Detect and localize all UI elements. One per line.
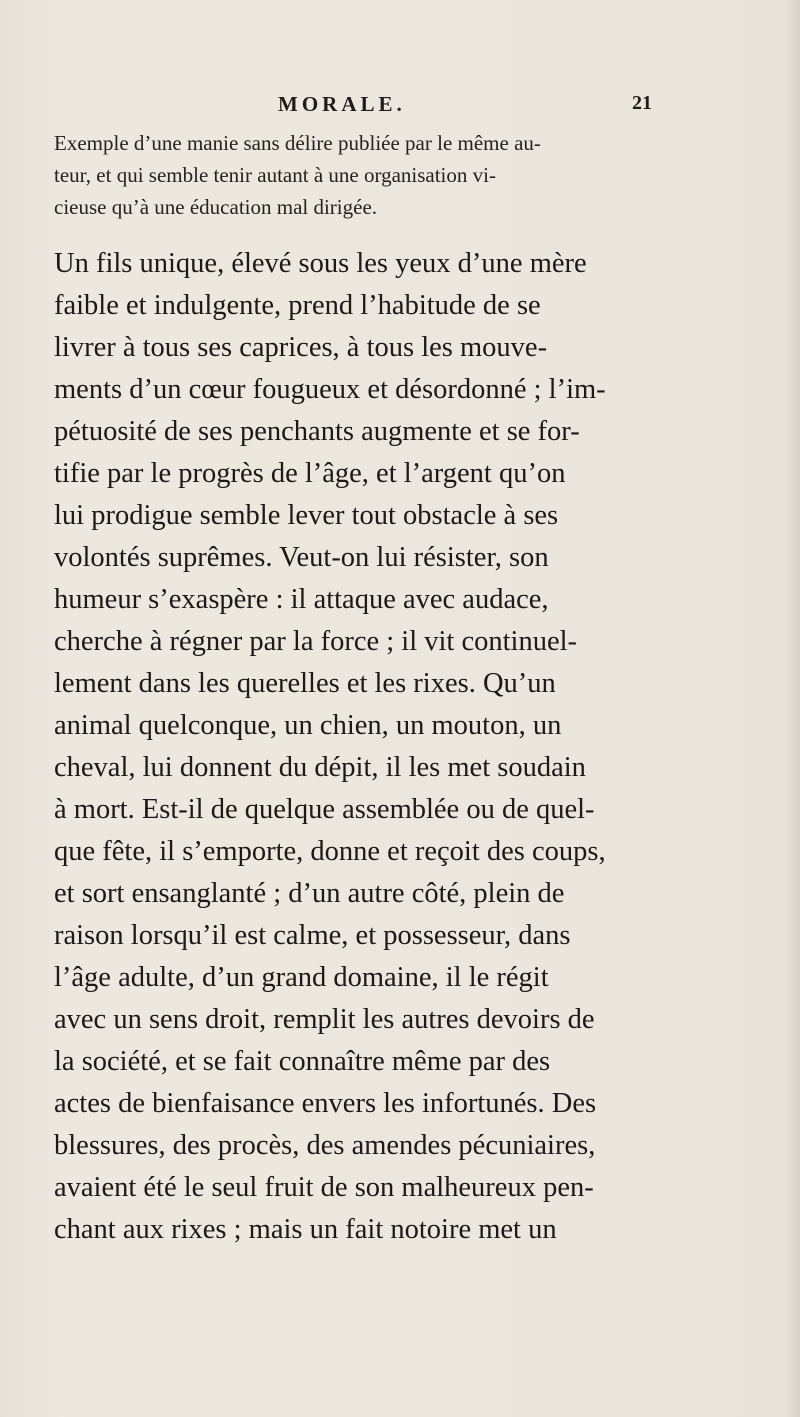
text-line: livrer à tous ses caprices, à tous les mouve- (54, 332, 548, 363)
text-line: avec un sens droit, remplit les autres devoirs de (54, 1004, 595, 1035)
page-edge-shadow (784, 0, 800, 1417)
text-line: humeur s’exaspère : il attaque avec audace, (54, 584, 549, 615)
summary-line: teur, et qui semble tenir autant à une organisation vi- (54, 163, 496, 187)
text-line: et sort ensanglanté ; d’un autre côté, plein de (54, 878, 565, 909)
page-number: 21 (632, 92, 652, 114)
text-line: faible et indulgente, prend l’habitude de se (54, 290, 541, 321)
text-line: tifie par le progrès de l’âge, et l’argent qu’on (54, 458, 566, 489)
summary-line: Exemple d’une manie sans délire publiée par le même au- (54, 131, 541, 155)
running-head (0, 92, 800, 118)
text-line: blessures, des procès, des amendes pécuniaires, (54, 1130, 596, 1161)
text-line: pétuosité de ses penchants augmente et se for- (54, 416, 580, 447)
text-line: lui prodigue semble lever tout obstacle à ses (54, 500, 559, 531)
text-line: à mort. Est-il de quelque assemblée ou de quel- (54, 794, 595, 825)
text-line: actes de bienfaisance envers les infortunés. Des (54, 1088, 597, 1119)
text-line: la société, et se fait connaître même par des (54, 1046, 551, 1077)
text-line: cherche à régner par la force ; il vit continuel- (54, 626, 578, 657)
text-line: cheval, lui donnent du dépit, il les met soudain (54, 752, 586, 783)
text-line: Un fils unique, élevé sous les yeux d’une mère (54, 248, 587, 279)
text-line: lement dans les querelles et les rixes. Qu’un (54, 668, 556, 699)
text-line: chant aux rixes ; mais un fait notoire met un (54, 1214, 557, 1245)
text-line: avaient été le seul fruit de son malheureux pen- (54, 1172, 594, 1203)
text-line: volontés suprêmes. Veut-on lui résister, son (54, 542, 549, 573)
text-line: que fête, il s’emporte, donne et reçoit des coups, (54, 836, 606, 867)
summary-line: cieuse qu’à une éducation mal dirigée. (54, 195, 378, 219)
text-line: raison lorsqu’il est calme, et possesseur, dans (54, 920, 571, 951)
text-line: ments d’un cœur fougueux et désordonné ; l’im- (54, 374, 606, 405)
text-line: animal quelconque, un chien, un mouton, un (54, 710, 562, 741)
running-title: MORALE. (278, 92, 406, 116)
text-line: l’âge adulte, d’un grand domaine, il le régit (54, 962, 549, 993)
